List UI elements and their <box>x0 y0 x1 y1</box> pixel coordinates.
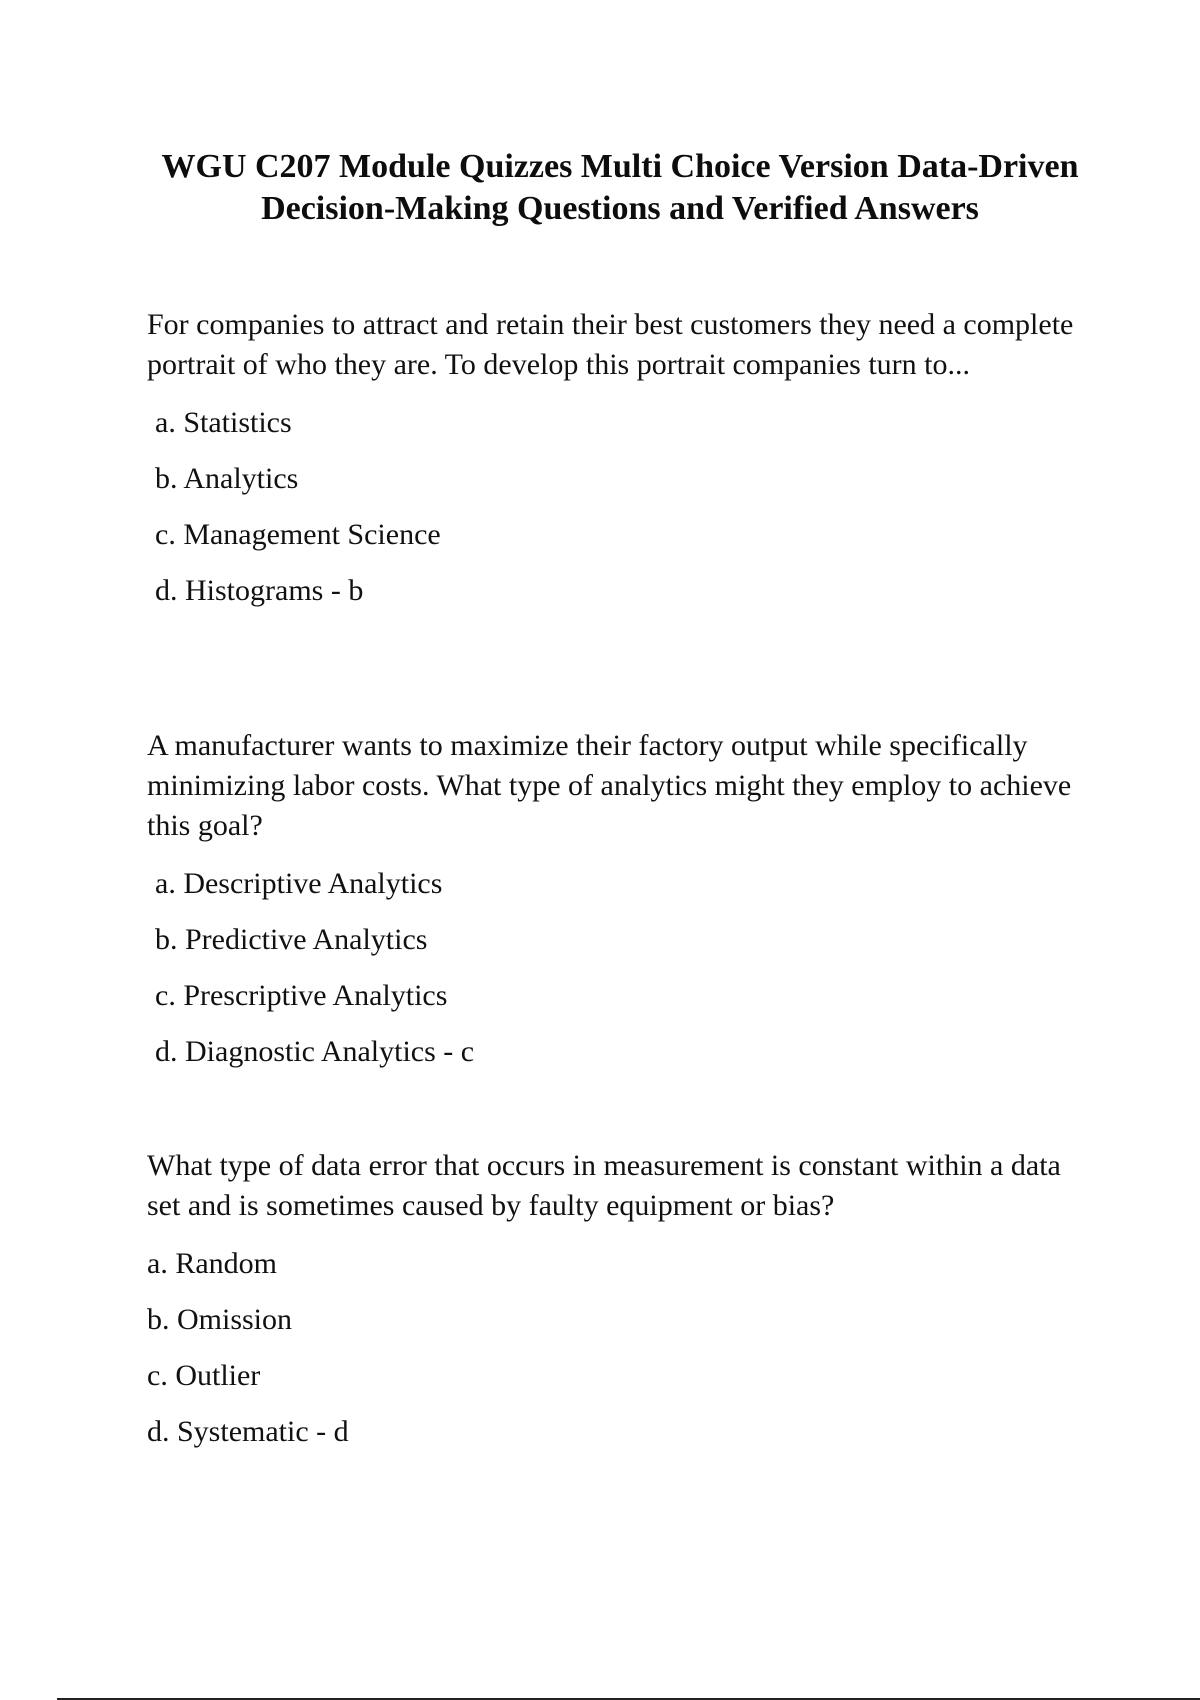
answer-option: b. Predictive Analytics <box>155 923 428 956</box>
answer-option: a. Descriptive Analytics <box>155 867 443 900</box>
answer-option: c. Management Science <box>155 518 441 551</box>
answer-options <box>147 395 1087 619</box>
answer-option: c. Outlier <box>147 1359 261 1392</box>
answer-option-correct: d. Histograms - b <box>155 574 364 607</box>
answer-option: b. Analytics <box>155 462 299 495</box>
document-title: WGU C207 Module Quizzes Multi Choice Version Data-Driven Decision-Making Questions and Verified Answers <box>161 148 1079 227</box>
question-1 <box>147 305 1087 619</box>
answer-option-correct: d. Systematic - d <box>147 1415 349 1448</box>
answer-option: a. Random <box>147 1247 277 1280</box>
answer-options <box>147 856 1087 1080</box>
answer-option-correct: d. Diagnostic Analytics - c <box>155 1035 475 1068</box>
answer-option: c. Prescriptive Analytics <box>155 979 448 1012</box>
answer-option: b. Omission <box>147 1303 293 1336</box>
question-2 <box>147 726 1087 1080</box>
question-text: What type of data error that occurs in measurement is constant within a data set and is sometimes caused by faulty equipment or bias? <box>147 1149 1061 1222</box>
question-text: A manufacturer wants to maximize their factory output while specifically minimizing labor costs. What type of analytics might they employ to achieve this goal? <box>147 729 1072 842</box>
question-3 <box>147 1146 1087 1460</box>
answer-options <box>147 1236 1087 1460</box>
question-text: For companies to attract and retain their best customers they need a complete portrait of who they are. To develop this portrait companies turn to... <box>147 308 1074 381</box>
answer-option: a. Statistics <box>155 406 292 439</box>
